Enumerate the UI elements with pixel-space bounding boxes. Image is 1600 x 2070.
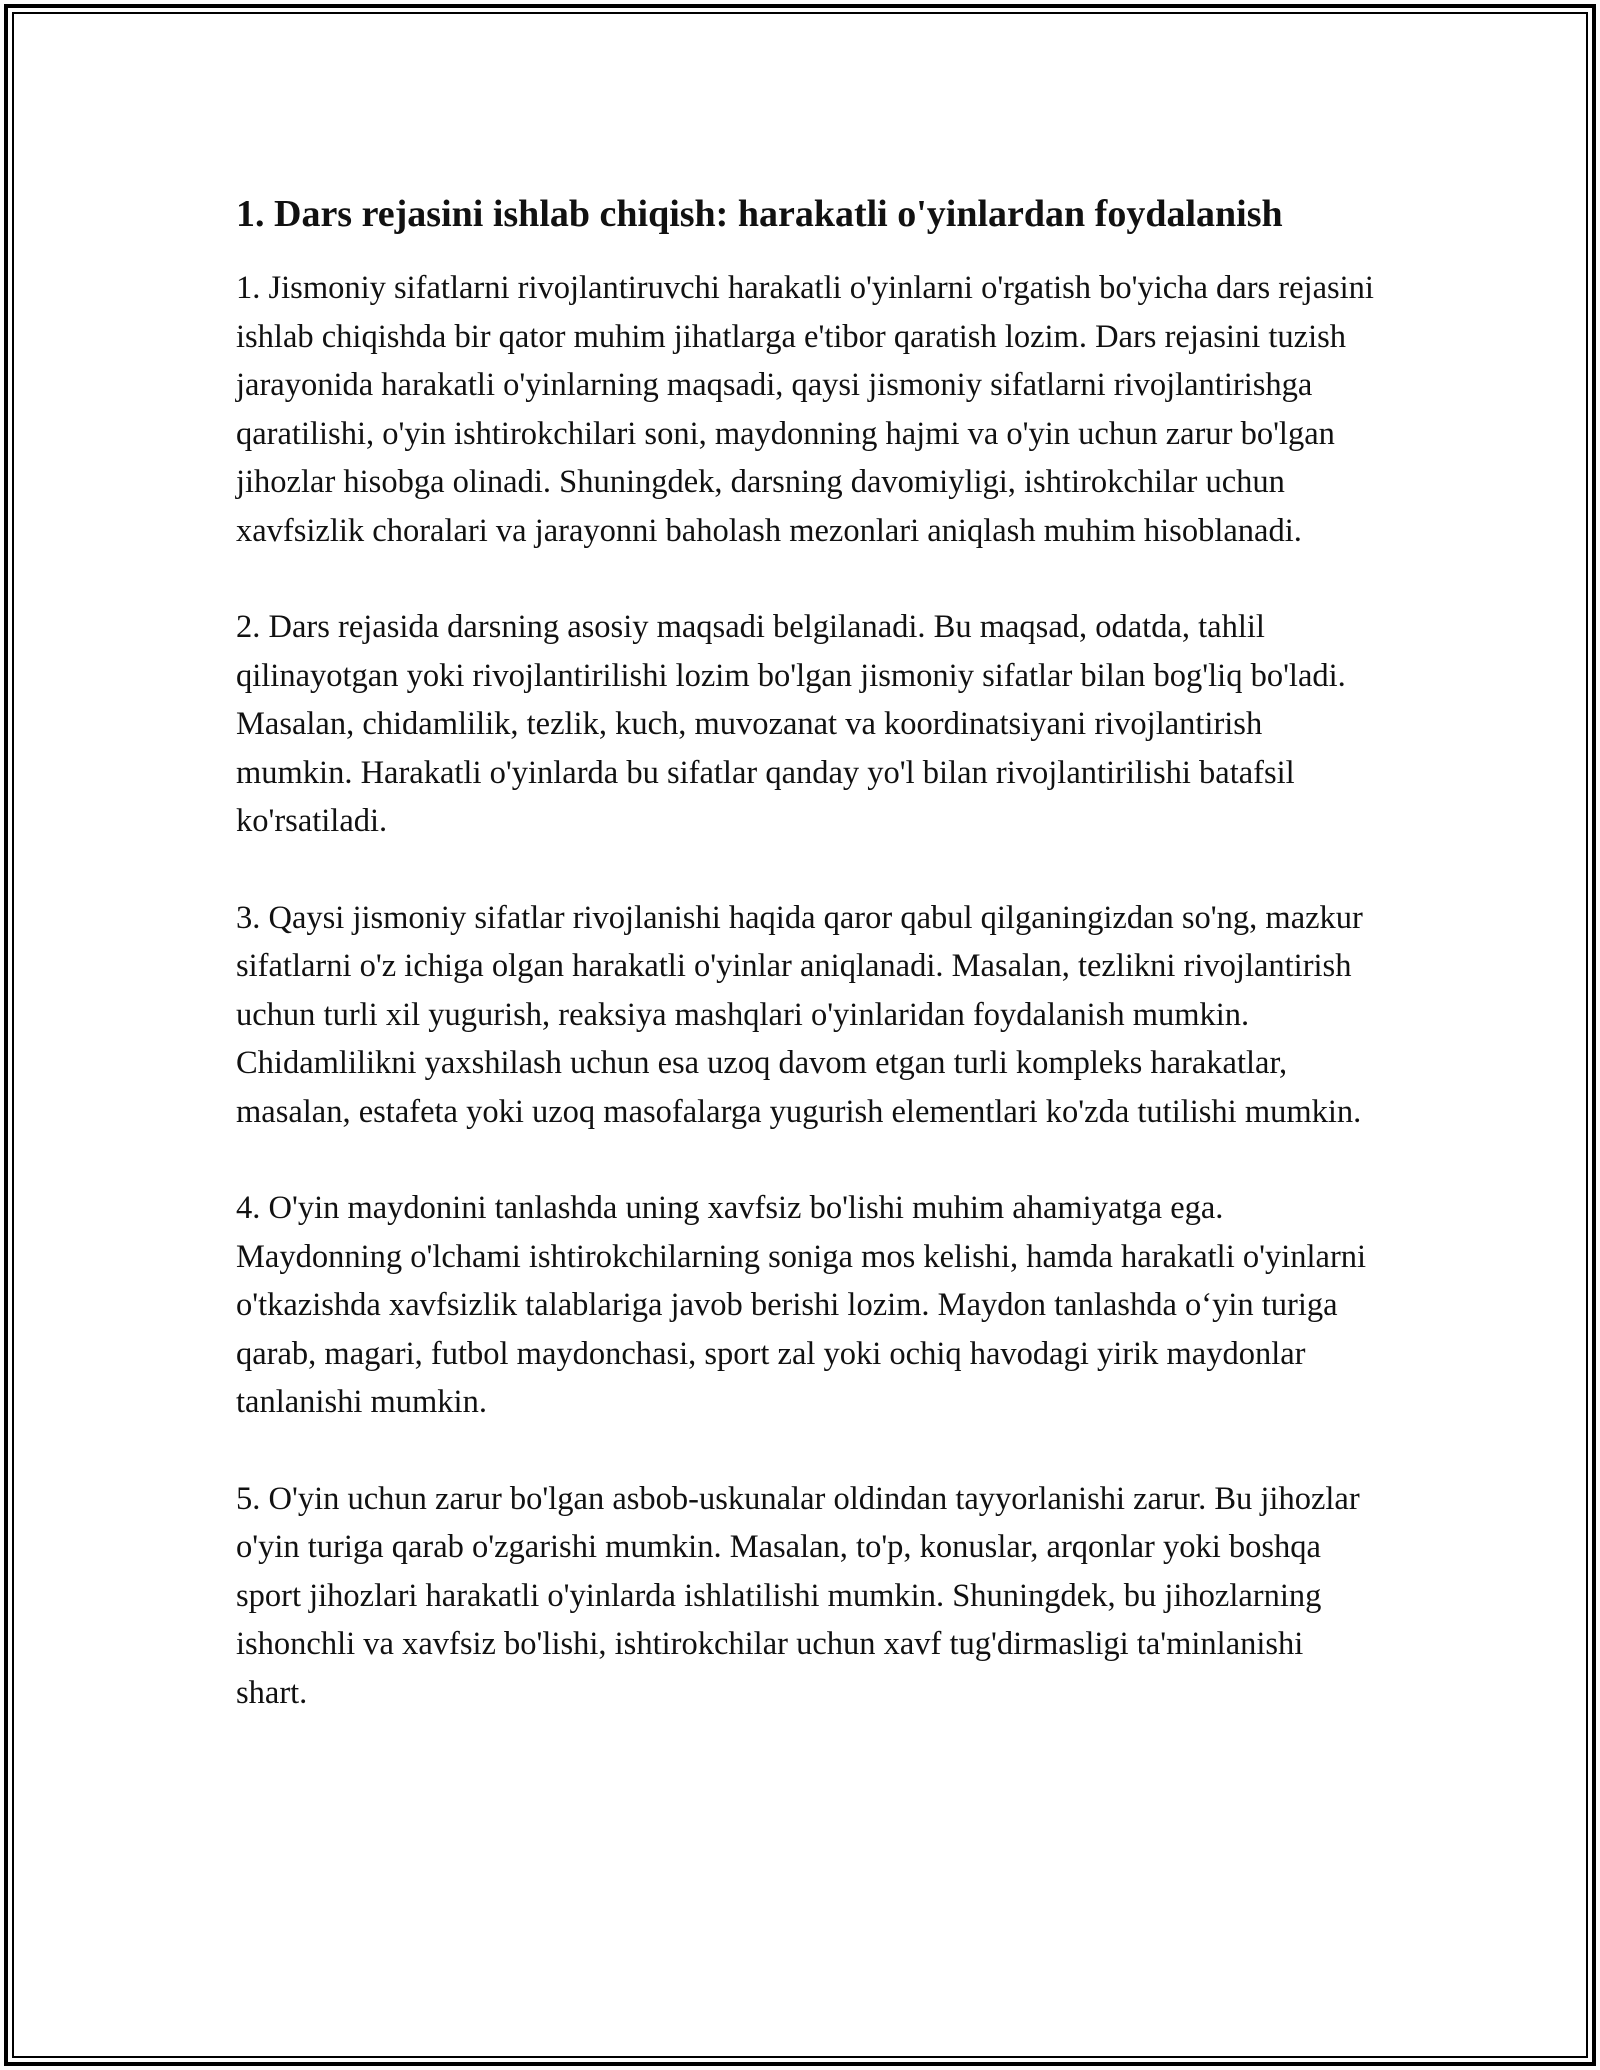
document-body <box>236 186 1376 1765</box>
paragraph-1: 1. Jismoniy sifatlarni rivojlantiruvchi harakatli o'yinlarni o'rgatish bo'yicha dars rejasini ishlab chiqishda bir qator muhim jihatlarga e'tibor qaratish lozim. Dars rejasini tuzish jarayonida harakatli o'yinlarning maqsadi, qaysi jismoniy sifatlarni rivojlantirishga qaratilishi, o'yin ishtirokchilari soni, maydonning hajmi va o'yin uchun zarur bo'lgan jihozlar hisobga olinadi. Shuningdek, darsning davomiyligi, ishtirokchilar uchun xavfsizlik choralari va jarayonni baholash mezonlari aniqlash muhim hisoblanadi. <box>236 270 1374 549</box>
paragraph-3: 3. Qaysi jismoniy sifatlar rivojlanishi haqida qaror qabul qilganingizdan so'ng, mazkur sifatlarni o'z ichiga olgan harakatli o'yinlar aniqlanadi. Masalan, tezlikni rivojlantirish uchun turli xil yugurish, reaksiya mashqlari o'yinlaridan foydalanish mumkin. Chidamlilikni yaxshilash uchun esa uzoq davom etgan turli kompleks harakatlar, masalan, estafeta yoki uzoq masofalarga yugurish elementlari ko'zda tutilishi mumkin. <box>236 899 1363 1130</box>
paragraph-2: 2. Dars rejasida darsning asosiy maqsadi belgilanadi. Bu maqsad, odatda, tahlil qilinayotgan yoki rivojlantirilishi lozim bo'lgan jismoniy sifatlar bilan bog'liq bo'ladi. Masalan, chidamlilik, tezlik, kuch, muvozanat va koordinatsiyani rivojlantirish mumkin. Harakatli o'yinlarda bu sifatlar qanday yo'l bilan rivojlantirilishi batafsil ko'rsatiladi. <box>236 609 1346 839</box>
paragraph-5: 5. O'yin uchun zarur bo'lgan asbob-uskunalar oldindan tayyorlanishi zarur. Bu jihozlar o'yin turiga qarab o'zgarishi mumkin. Masalan, to'p, konuslar, arqonlar yoki boshqa sport jihozlari harakatli o'yinlarda ishlatilishi mumkin. Shuningdek, bu jihozlarning ishonchli va xavfsiz bo'lishi, ishtirokchilar uchun xavf tug'dirmasligi ta'minlanishi shart. <box>236 1480 1360 1711</box>
section-heading: 1. Dars rejasini ishlab chiqish: harakatli o'yinlardan foydalanish <box>236 193 1283 235</box>
paragraph-4: 4. O'yin maydonini tanlashda uning xavfsiz bo'lishi muhim ahamiyatga ega. Maydonning o'lchami ishtirokchilarning soniga mos kelishi, hamda harakatli o'yinlarni o'tkazishda xavfsizlik talablariga javob berishi lozim. Maydon tanlashda o‘yin turiga qarab, magari, futbol maydonchasi, sport zal yoki ochiq havodagi yirik maydonlar tanlanishi mumkin. <box>236 1190 1367 1420</box>
